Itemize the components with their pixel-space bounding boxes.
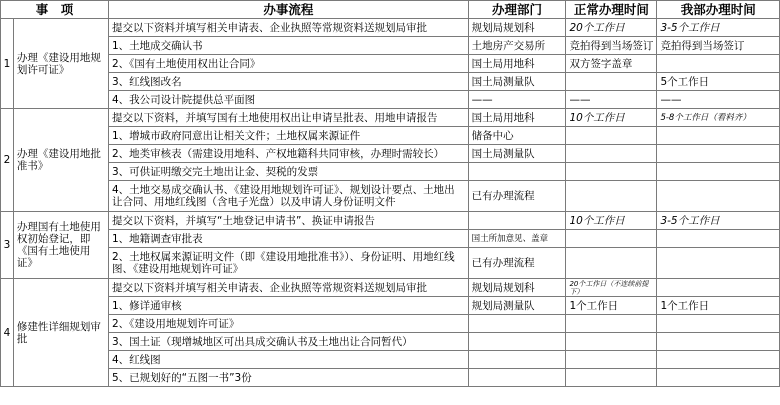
section-name: 办理国有土地使用权初始登记，即《国有土地使用证》 <box>13 212 108 279</box>
dept-cell <box>468 163 566 181</box>
our-time-cell <box>657 351 780 369</box>
step-cell: 2、《建设用地规划许可证》 <box>109 315 469 333</box>
normal-time-cell <box>566 163 657 181</box>
table-row <box>1 248 780 279</box>
normal-time-cell: 竞拍得到当场签订 <box>566 37 657 55</box>
our-time-cell <box>657 248 780 279</box>
dept-cell: 国土局测量队 <box>468 73 566 91</box>
step-cell: 1、增城市政府同意出让相关文件；土地权属来源证件 <box>109 127 469 145</box>
dept-cell <box>468 369 566 387</box>
our-time-cell: 5-8个工作日（看料齐） <box>657 109 780 127</box>
dept-cell <box>468 333 566 351</box>
table-row <box>1 91 780 109</box>
step-cell: 2、土地权属来源证明文件（即《建设用地批准书》）、身份证明、用地红线图、《建设用地规划许可证》 <box>109 248 469 279</box>
dept-cell <box>468 315 566 333</box>
normal-time-cell <box>566 351 657 369</box>
our-time-cell: —— <box>657 91 780 109</box>
our-time-cell <box>657 315 780 333</box>
step-cell: 3、可供证明缴交完土地出让金、契税的发票 <box>109 163 469 181</box>
header-row <box>1 1 780 19</box>
our-time-cell <box>657 181 780 212</box>
dept-cell: 土地房产交易所 <box>468 37 566 55</box>
our-time-cell: 3-5个工作日 <box>657 212 780 230</box>
section-name: 办理《建设用地批准书》 <box>13 109 108 212</box>
step-cell: 1、修详通审核 <box>109 297 469 315</box>
dept-cell: —— <box>468 91 566 109</box>
table-row <box>1 55 780 73</box>
normal-time-cell: 20个工作日（不连续前提下） <box>566 279 657 297</box>
our-time-cell: 竞拍得到当场签订 <box>657 37 780 55</box>
dept-cell <box>468 351 566 369</box>
normal-time-cell: 10个工作日 <box>566 212 657 230</box>
table-row <box>1 73 780 91</box>
header-dept: 办理部门 <box>468 1 566 19</box>
our-time-cell <box>657 369 780 387</box>
section-number: 3 <box>1 212 14 279</box>
header-normal-time: 正常办理时间 <box>566 1 657 19</box>
our-time-cell: 3-5个工作日 <box>657 19 780 37</box>
normal-time-cell: 10个工作日 <box>566 109 657 127</box>
table-row <box>1 19 780 37</box>
step-cell: 4、我公司设计院提供总平面图 <box>109 91 469 109</box>
normal-time-cell <box>566 248 657 279</box>
header-our-time: 我部办理时间 <box>657 1 780 19</box>
dept-cell: 国土局用地科 <box>468 109 566 127</box>
table-row <box>1 145 780 163</box>
table-row <box>1 212 780 230</box>
our-time-cell <box>657 163 780 181</box>
table-row <box>1 37 780 55</box>
step-cell: 提交以下资料并填写相关申请表、企业执照等常规资料送规划局审批 <box>109 279 469 297</box>
step-cell: 5、已规划好的“五图一书”3份 <box>109 369 469 387</box>
table-row <box>1 279 780 297</box>
our-time-cell <box>657 279 780 297</box>
step-cell: 4、红线图 <box>109 351 469 369</box>
normal-time-cell <box>566 127 657 145</box>
step-cell: 1、土地成交确认书 <box>109 37 469 55</box>
our-time-cell <box>657 55 780 73</box>
section-name: 办理《建设用地规划许可证》 <box>13 19 108 109</box>
step-cell: 1、地籍调查审批表 <box>109 230 469 248</box>
normal-time-cell <box>566 333 657 351</box>
header-flow: 办事流程 <box>109 1 469 19</box>
step-cell: 3、国土证（现增城地区可出具成交确认书及土地出让合同暂代） <box>109 333 469 351</box>
our-time-cell: 1个工作日 <box>657 297 780 315</box>
our-time-cell: 5个工作日 <box>657 73 780 91</box>
dept-cell: 国土局用地科 <box>468 55 566 73</box>
table-row <box>1 163 780 181</box>
table-row <box>1 181 780 212</box>
normal-time-cell <box>566 145 657 163</box>
dept-cell: 规划局规划科 <box>468 279 566 297</box>
table-row <box>1 315 780 333</box>
section-number: 1 <box>1 19 14 109</box>
table-row <box>1 351 780 369</box>
dept-cell: 已有办理流程 <box>468 248 566 279</box>
table-row <box>1 333 780 351</box>
dept-cell: 已有办理流程 <box>468 181 566 212</box>
normal-time-cell <box>566 315 657 333</box>
step-cell: 2、地类审核表（需建设用地科、产权地籍科共同审核，办理时需较长） <box>109 145 469 163</box>
step-cell: 提交以下资料，并填写国有土地使用权出让申请呈批表、用地申请报告 <box>109 109 469 127</box>
table-row <box>1 230 780 248</box>
normal-time-cell <box>566 181 657 212</box>
normal-time-cell: 双方签字盖章 <box>566 55 657 73</box>
step-cell: 提交以下资料，并填写“土地登记申请书”、换证申请报告 <box>109 212 469 230</box>
normal-time-cell: 1个工作日 <box>566 297 657 315</box>
step-cell: 提交以下资料并填写相关申请表、企业执照等常规资料送规划局审批 <box>109 19 469 37</box>
step-cell: 2、《国有土地使用权出让合同》 <box>109 55 469 73</box>
dept-cell <box>468 212 566 230</box>
dept-cell: 规划局规划科 <box>468 19 566 37</box>
normal-time-cell <box>566 230 657 248</box>
dept-cell: 国土局测量队 <box>468 145 566 163</box>
our-time-cell <box>657 145 780 163</box>
table-row <box>1 109 780 127</box>
table-row <box>1 297 780 315</box>
normal-time-cell: 20个工作日 <box>566 19 657 37</box>
section-number: 2 <box>1 109 14 212</box>
dept-cell: 储备中心 <box>468 127 566 145</box>
normal-time-cell <box>566 369 657 387</box>
normal-time-cell <box>566 73 657 91</box>
section-number: 4 <box>1 279 14 387</box>
our-time-cell <box>657 230 780 248</box>
table-row <box>1 369 780 387</box>
header-item: 事 项 <box>1 1 109 19</box>
section-name: 修建性详细规划审批 <box>13 279 108 387</box>
step-cell: 3、红线图改名 <box>109 73 469 91</box>
dept-cell: 国土所加意见、盖章 <box>468 230 566 248</box>
our-time-cell <box>657 333 780 351</box>
step-cell: 4、土地交易成交确认书、《建设用地规划许可证》、规划设计要点、土地出让合同、用地红线图（含电子光盘）以及申请人身份证明文件 <box>109 181 469 212</box>
dept-cell: 规划局测量队 <box>468 297 566 315</box>
table-row <box>1 127 780 145</box>
normal-time-cell: —— <box>566 91 657 109</box>
our-time-cell <box>657 127 780 145</box>
